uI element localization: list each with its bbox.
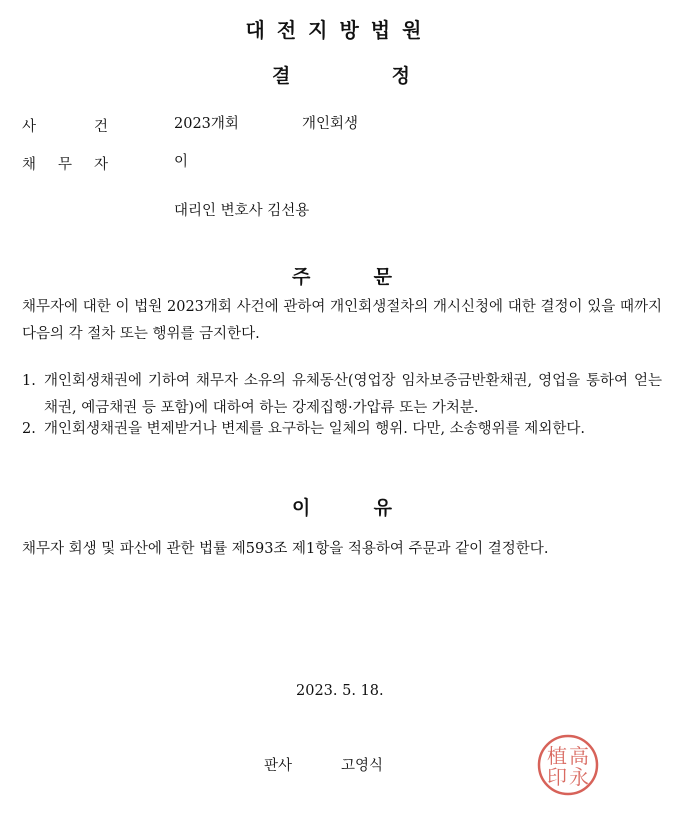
- debtor-agent: 대리인 변호사 김선용: [174, 203, 310, 219]
- debtor-label: [22, 153, 108, 174]
- case-label: [22, 115, 108, 136]
- reason-heading-char-1: 이: [292, 497, 311, 519]
- reason-heading: [292, 493, 392, 520]
- case-number: 2023개회: [174, 116, 239, 132]
- order-item-number: 2.: [22, 421, 36, 437]
- svg-text:印: 印: [547, 765, 567, 789]
- document-title-char-2: 정: [391, 65, 410, 87]
- document-title-char-1: 결: [272, 65, 291, 87]
- order-item: [22, 368, 662, 422]
- reason-text: 채무자 회생 및 파산에 관한 법률 제593조 제1항을 적용하여 주문과 같이 결정한다.: [22, 541, 549, 557]
- case-type: 개인회생: [302, 116, 359, 132]
- judge-title: 판사: [264, 758, 293, 774]
- order-item-text: 개인회생채권에 기하여 채무자 소유의 유체동산(영업장 임차보증금반환채권, 영업을 통하여 얻는 채권, 예금채권 등 포함)에 대하여 하는 강제집행·가압류 또는 가처분.: [44, 373, 662, 416]
- order-intro: 채무자에 대한 이 법원 2023개회 사건에 관하여 개인회생절차의 개시신청에 대한 결정이 있을 때까지 다음의 각 절차 또는 행위를 금지한다.: [22, 299, 662, 342]
- judge-name: 고영식: [341, 758, 384, 774]
- case-label-char-1: 사: [22, 119, 37, 135]
- debtor-label-char-1: 채: [22, 157, 37, 173]
- decision-date: 2023. 5. 18.: [296, 683, 384, 699]
- reason-heading-char-2: 유: [373, 497, 392, 519]
- document-title: [272, 61, 410, 88]
- order-heading-char-2: 문: [373, 266, 392, 288]
- case-label-char-2: 건: [93, 119, 108, 135]
- order-item: [22, 416, 662, 443]
- debtor-label-char-2: 무: [57, 157, 72, 173]
- svg-text:植: 植: [547, 744, 567, 768]
- judge-seal-stamp: [536, 733, 600, 797]
- svg-text:高: 高: [569, 744, 589, 768]
- court-name: 대전지방법원: [245, 18, 434, 42]
- svg-text:永: 永: [569, 765, 589, 789]
- order-heading-char-1: 주: [292, 266, 311, 288]
- order-item-text: 개인회생채권을 변제받거나 변제를 요구하는 일체의 행위. 다만, 소송행위를 제외한다.: [44, 421, 585, 437]
- order-item-number: 1.: [22, 373, 36, 389]
- order-heading: [292, 262, 392, 289]
- debtor-label-char-3: 자: [93, 157, 108, 173]
- debtor-name: 이: [174, 154, 189, 170]
